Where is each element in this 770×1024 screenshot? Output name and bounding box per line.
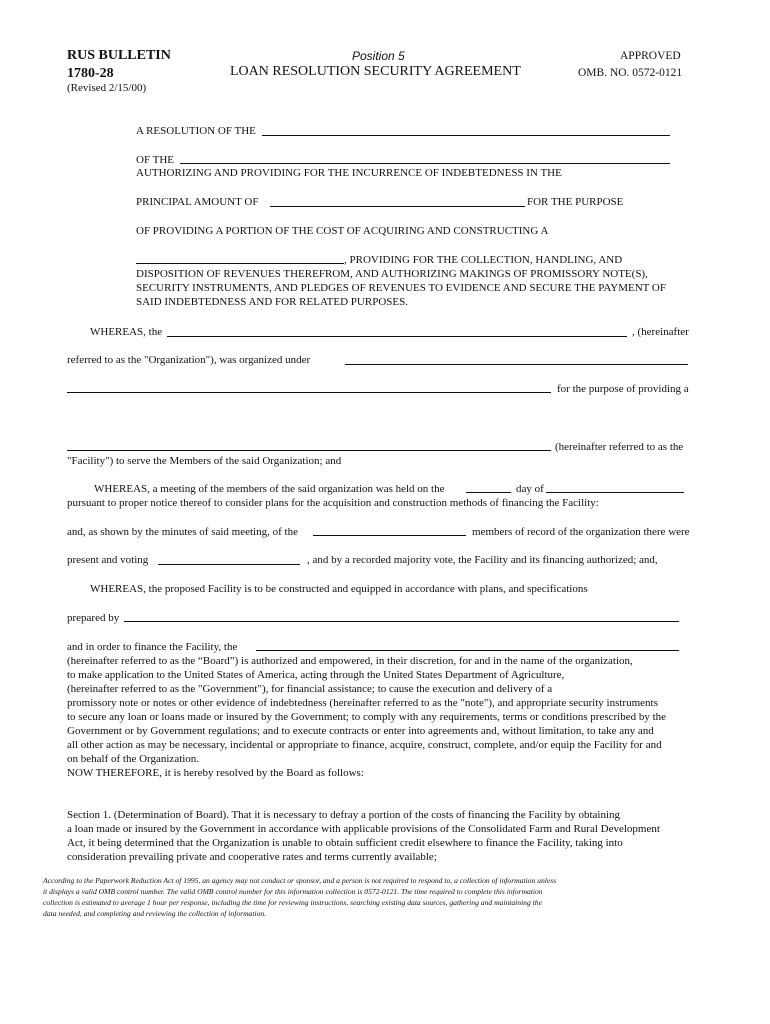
facility-type-field[interactable] <box>136 263 344 264</box>
board-line-8: on behalf of the Organization. <box>67 753 200 765</box>
revised-date: (Revised 2/15/00) <box>67 82 147 94</box>
board-line-5: to secure any loan or loans made or insured by the Government; to comply with any requirements, terms or conditions prescribed by the <box>67 711 667 723</box>
for-purpose-providing-text: for the purpose of providing a <box>557 383 689 395</box>
bulletin-number: 1780-28 <box>67 66 114 81</box>
whereas-the-label: WHEREAS, the <box>90 326 163 338</box>
prepared-by-field[interactable] <box>124 621 679 622</box>
day-of-label: day of <box>516 483 544 495</box>
board-line-9: NOW THEREFORE, it is hereby resolved by the Board as follows: <box>67 767 364 779</box>
intro-line-1: DISPOSITION OF REVENUES THEREFROM, AND AUTHORIZING MAKINGS OF PROMISSORY NOTE(S), <box>136 268 648 280</box>
authorizing-text: AUTHORIZING AND PROVIDING FOR THE INCURRENCE OF INDEBTEDNESS IN THE <box>136 167 562 179</box>
section1-line-3: Act, it being determined that the Organization is unable to obtain sufficient credit elsewhere to finance the Facility, taking into <box>67 837 623 849</box>
page-title: LOAN RESOLUTION SECURITY AGREEMENT <box>230 64 521 79</box>
meeting-month-field[interactable] <box>546 492 684 493</box>
prepared-by-label: prepared by <box>67 612 120 624</box>
whereas-meeting-text: WHEREAS, a meeting of the members of the said organization was held on the <box>94 483 445 495</box>
providing-collection-text: , PROVIDING FOR THE COLLECTION, HANDLING, AND <box>344 254 623 266</box>
organized-under-field-2[interactable] <box>67 392 551 393</box>
paperwork-notice-line-1: According to the Paperwork Reduction Act of 1995, an agency may not conduct or sponsor, and a person is not required to respond to, a collection of information unless <box>43 876 557 885</box>
board-line-3: (hereinafter referred to as the "Government"), for financial assistance; to cause the execution and delivery of a <box>67 683 553 695</box>
intro-line-2: SECURITY INSTRUMENTS, AND PLEDGES OF REVENUES TO EVIDENCE AND SECURE THE PAYMENT OF <box>136 282 666 294</box>
organized-under-field[interactable] <box>345 364 688 365</box>
of-the-field[interactable] <box>180 163 670 164</box>
board-line-6: Government or by Government regulations; and to execute contracts or enter into agreements and, without limitation, to take any and <box>67 725 654 737</box>
board-line-4: promissory note or notes or other evidence of indebtedness (hereinafter referred to as the "note"), and appropriate security instruments <box>67 697 658 709</box>
hereinafter-referred-text: (hereinafter referred to as the <box>555 441 684 453</box>
position-label: Position 5 <box>352 49 405 63</box>
facility-text: "Facility") to serve the Members of the said Organization; and <box>67 455 342 467</box>
intro-line-3: SAID INDEBTEDNESS AND FOR RELATED PURPOSES. <box>136 296 408 308</box>
paperwork-notice-line-4: data needed, and completing and reviewing the collection of information. <box>43 909 267 918</box>
hereinafter-label: , (hereinafter <box>632 326 689 338</box>
resolution-of-label: A RESOLUTION OF THE <box>136 125 256 137</box>
whereas-proposed-text: WHEREAS, the proposed Facility is to be constructed and equipped in accordance with plans, and specifications <box>90 583 588 595</box>
section1-line-4: consideration prevailing private and cooperative rates and terms currently available; <box>67 851 437 863</box>
board-line-7: all other action as may be necessary, incidental or appropriate to finance, acquire, construct, complete, and/or equip the Facility for and <box>67 739 662 751</box>
members-record-text: members of record of the organization there were <box>472 526 690 538</box>
section1-line-1: Section 1. (Determination of Board). That it is necessary to defray a portion of the costs of financing the Facility by obtaining <box>67 809 621 821</box>
board-line-2: to make application to the United States of America, acting through the United States Department of Agriculture, <box>67 669 565 681</box>
meeting-date-field[interactable] <box>466 492 511 493</box>
principal-amount-label: PRINCIPAL AMOUNT OF <box>136 196 259 208</box>
of-providing-text: OF PROVIDING A PORTION OF THE COST OF ACQUIRING AND CONSTRUCTING A <box>136 225 549 237</box>
voting-count-field[interactable] <box>158 564 300 565</box>
organization-name-field[interactable] <box>167 336 627 337</box>
section1-line-2: a loan made or insured by the Government in accordance with applicable provisions of the Consolidated Farm and Rural Development <box>67 823 660 835</box>
in-order-text: and in order to finance the Facility, the <box>67 641 238 653</box>
majority-text: , and by a recorded majority vote, the Facility and its financing authorized; and, <box>307 554 658 566</box>
board-line-1: (hereinafter referred to as the “Board”) is authorized and empowered, in their discretion, for and in the name of the organization, <box>67 655 633 667</box>
members-count-field[interactable] <box>313 535 466 536</box>
bulletin-label: RUS BULLETIN <box>67 48 171 63</box>
resolution-of-field[interactable] <box>262 135 670 136</box>
board-name-field[interactable] <box>256 650 679 651</box>
paperwork-notice-line-2: it displays a valid OMB control number. The valid OMB control number for this information collection is 0572-0121. The time required to complete this information <box>43 887 543 896</box>
pursuant-text: pursuant to proper notice thereof to consider plans for the acquisition and construction methods of financing the Facility: <box>67 497 599 509</box>
principal-amount-field[interactable] <box>270 206 525 207</box>
facility-description-field[interactable] <box>67 450 551 451</box>
present-voting-label: present and voting <box>67 554 149 566</box>
paperwork-notice-line-3: collection is estimated to average 1 hour per response, including the time for reviewing instructions, searching existing data sources, gathering and maintaining the <box>43 898 542 907</box>
of-the-label: OF THE <box>136 154 174 166</box>
as-shown-text: and, as shown by the minutes of said meeting, of the <box>67 526 298 538</box>
referred-organization-text: referred to as the "Organization"), was organized under <box>67 354 311 366</box>
for-purpose-label: FOR THE PURPOSE <box>527 196 624 208</box>
approved-label: APPROVED <box>620 50 681 62</box>
omb-number: OMB. NO. 0572-0121 <box>578 67 683 79</box>
